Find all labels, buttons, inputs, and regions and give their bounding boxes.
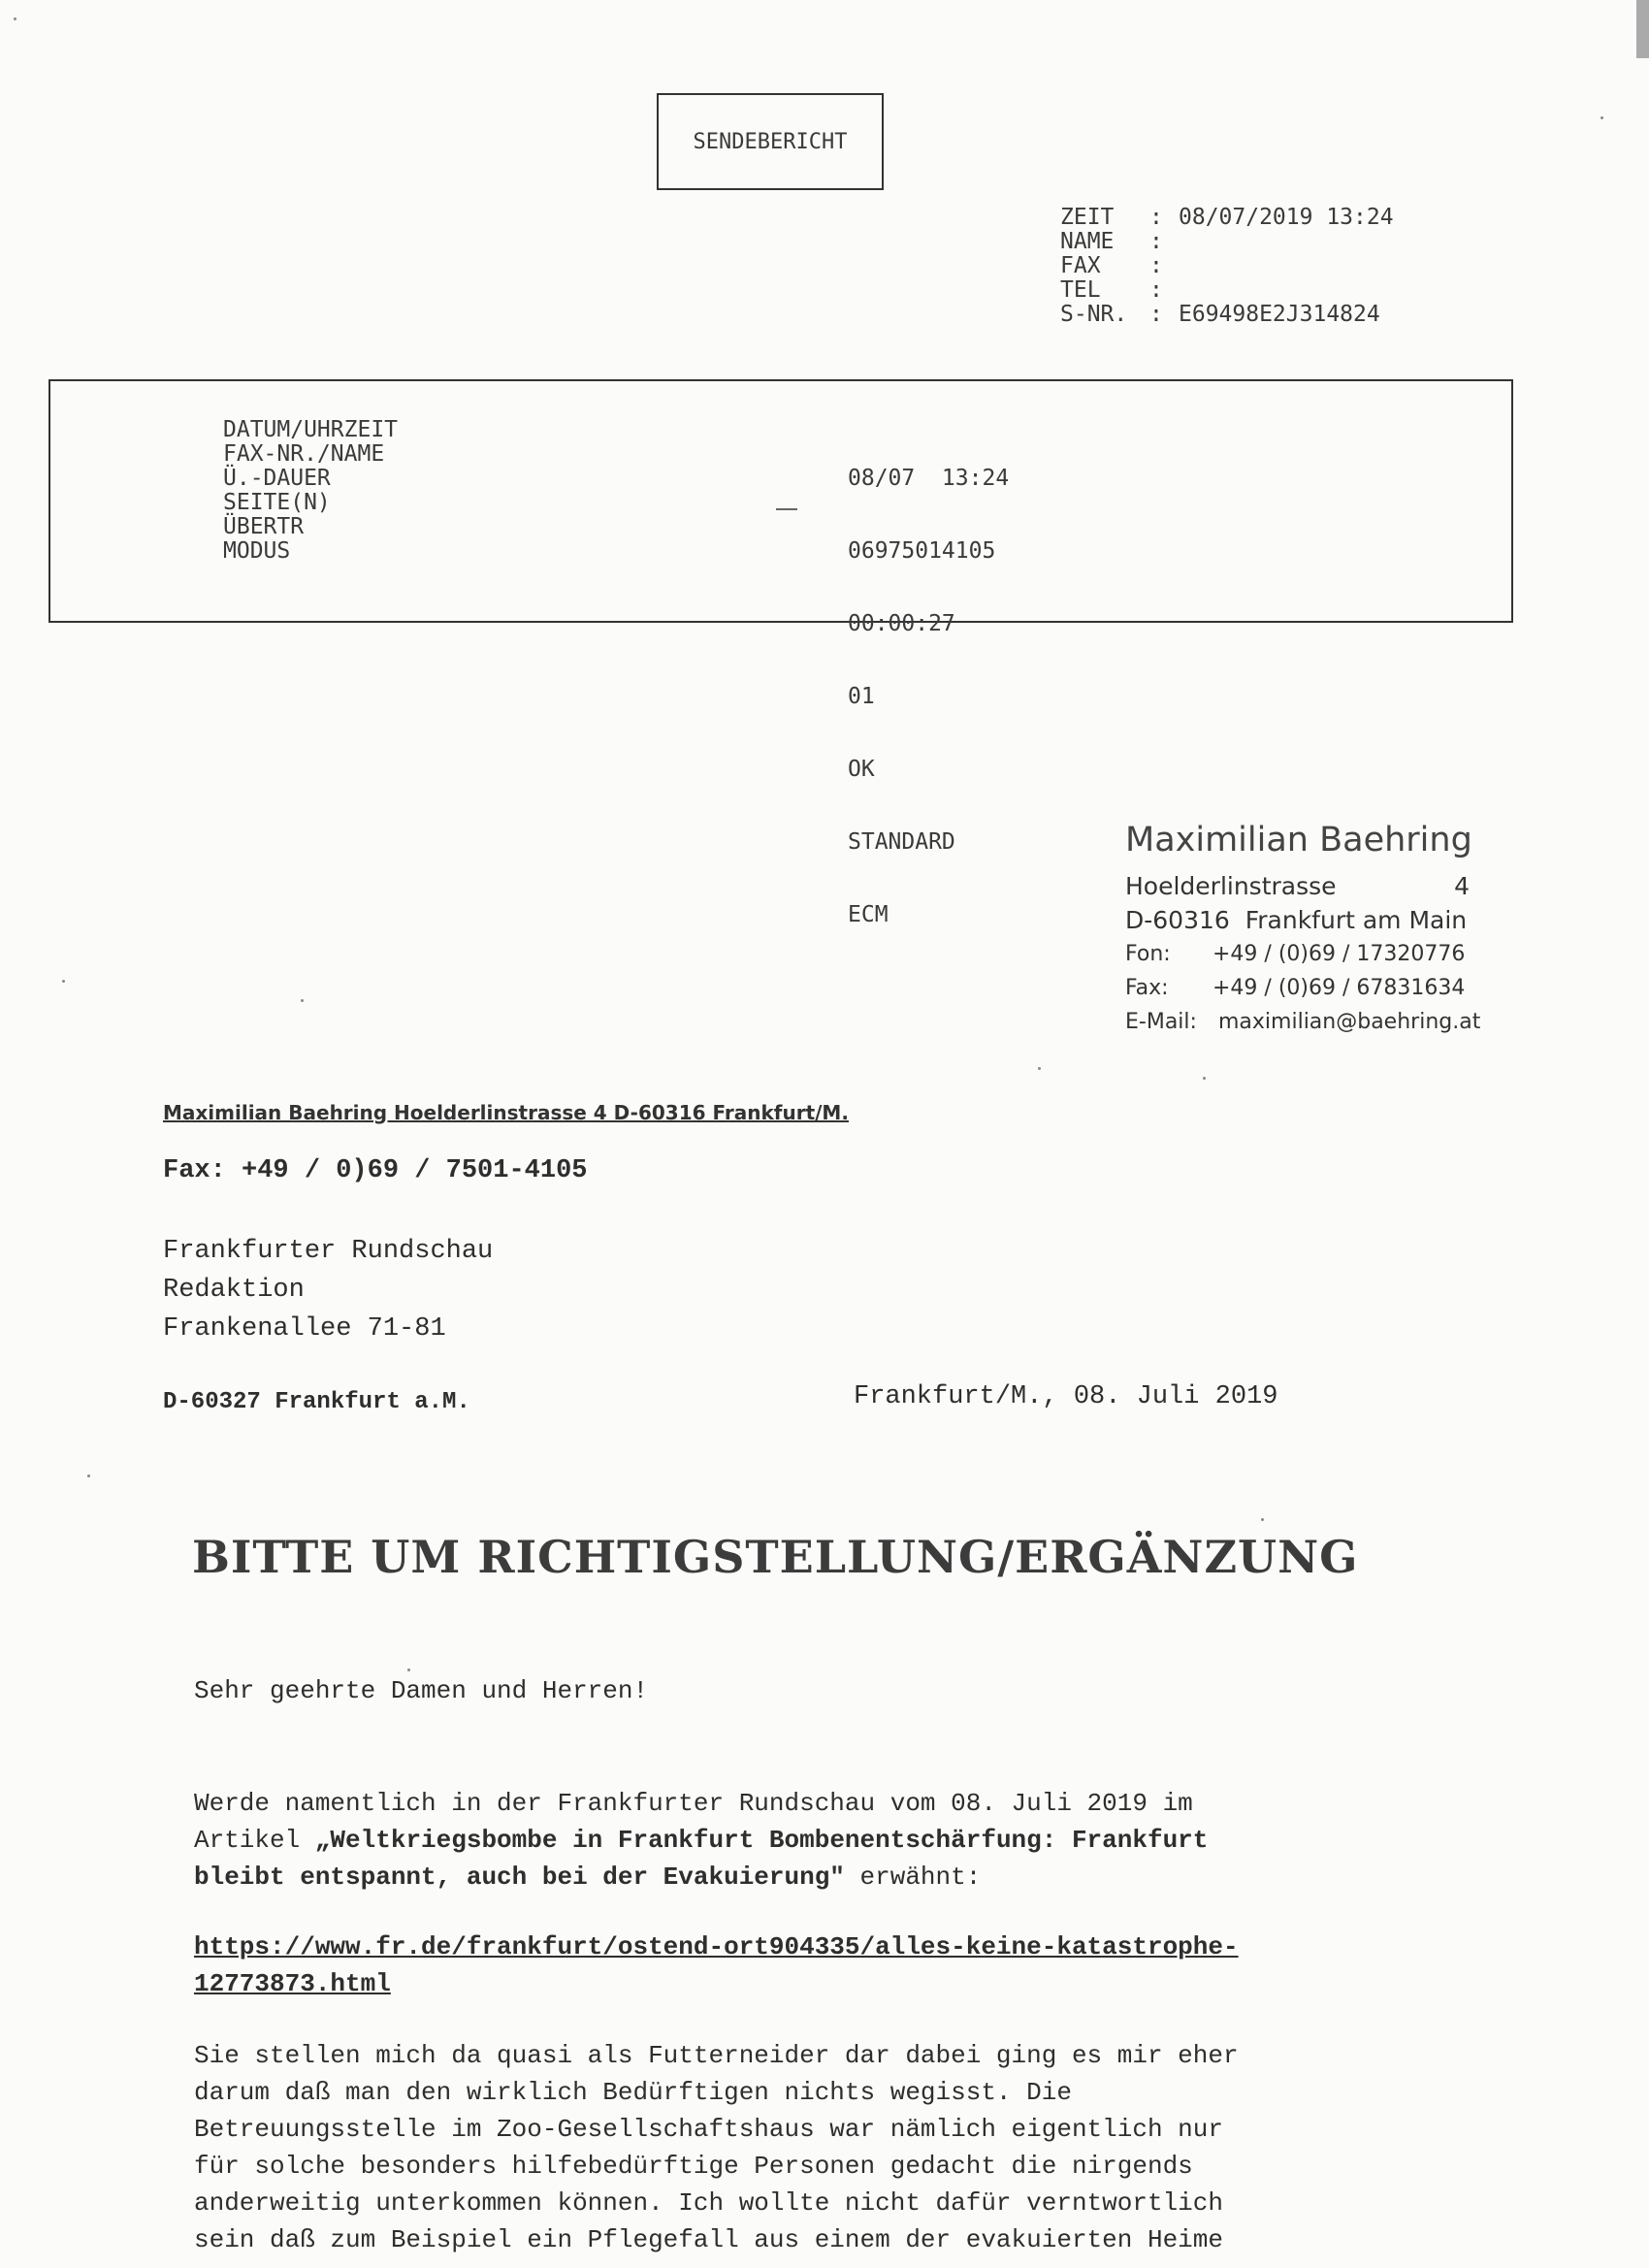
- report-header: [1060, 206, 1394, 327]
- scan-speck: [1038, 1067, 1041, 1070]
- header-row-zeit: ZEIT : 08/07/2019 13:24: [1060, 205, 1394, 230]
- return-address: Maximilian Baehring Hoelderlinstrasse 4 D-60316 Frankfurt/M.: [163, 1101, 849, 1124]
- sender-street-line: Hoelderlinstrasse 4: [1125, 872, 1470, 900]
- scan-speck: [14, 17, 16, 20]
- sender-fax-line: Fax: +49 / (0)69 / 67831634: [1125, 976, 1466, 1000]
- scan-speck: [301, 999, 304, 1002]
- sender-email-line: E-Mail: maximilian@baehring.at: [1125, 1010, 1481, 1034]
- scan-speck: [1261, 1518, 1264, 1521]
- report-title-box: [657, 93, 884, 190]
- paragraph-intro: Werde namentlich in der Frankfurter Rundschau vom 08. Juli 2019 im Artikel „Weltkriegsbombe in Frankfurt Bombenentschärfung: Frankfurt bleibt entspannt, auch bei der Evakuierung" erwähnt:: [194, 1789, 1209, 1892]
- salutation: Sehr geehrte Damen und Herren!: [194, 1676, 649, 1705]
- recipient-address: Frankfurter Rundschau Redaktion Frankenallee 71-81: [163, 1237, 494, 1344]
- paragraph-body: Sie stellen mich da quasi als Futterneider dar dabei ging es mir eher darum daß man den wirklich Bedürftigen nichts wegisst. Die Betreuungsstelle im Zoo-Gesellschaftshaus war nämlich eigentlich nur für solche besonders hilfebedürftige Personen gedacht die nirgends anderweitig unterkommen können. Ich wollte nicht dafür verntwortlich sein daß zum Beispiel ein Pflegefall aus einem der evakuierten Heime: [194, 2041, 1239, 2254]
- sender-fon-line: Fon: +49 / (0)69 / 17320776: [1125, 942, 1466, 966]
- header-row-fax: FAX :: [1060, 253, 1163, 278]
- scan-speck: [87, 1474, 90, 1477]
- report-labels: DATUM/UHRZEIT FAX-NR./NAME Ü.-DAUER SEITE(N) ÜBERTR MODUS: [223, 417, 399, 564]
- report-title: SENDEBERICHT: [693, 129, 848, 154]
- scan-speck: [407, 1669, 410, 1671]
- scan-speck: [62, 980, 65, 983]
- sender-address: [1125, 869, 1481, 1039]
- scan-edge: [1636, 0, 1649, 58]
- article-link[interactable]: https://www.fr.de/frankfurt/ostend-ort904335/alles-keine-katastrophe- 12773873.html: [194, 1932, 1239, 1998]
- recipient-city: D-60327 Frankfurt a.M.: [163, 1389, 470, 1415]
- scan-speck: [1203, 1077, 1206, 1080]
- header-row-name: NAME :: [1060, 229, 1163, 254]
- header-row-tel: TEL :: [1060, 277, 1163, 303]
- dash-mark: [776, 508, 797, 510]
- sender-name: Maximilian Baehring: [1125, 821, 1472, 859]
- scan-speck: [1600, 116, 1603, 119]
- sender-city: D-60316 Frankfurt am Main: [1125, 906, 1468, 934]
- report-values: 08/07 13:24 06975014105 00:00:27 01 OK STANDARD ECM: [848, 466, 1010, 927]
- header-row-snr: S-NR. : E69498E2J314824: [1060, 302, 1380, 327]
- letter-headline: BITTE UM RICHTIGSTELLUNG/ERGÄNZUNG: [192, 1531, 1359, 1583]
- letter-date: Frankfurt/M., 08. Juli 2019: [854, 1382, 1278, 1411]
- recipient-fax: Fax: +49 / 0)69 / 7501-4105: [163, 1156, 588, 1185]
